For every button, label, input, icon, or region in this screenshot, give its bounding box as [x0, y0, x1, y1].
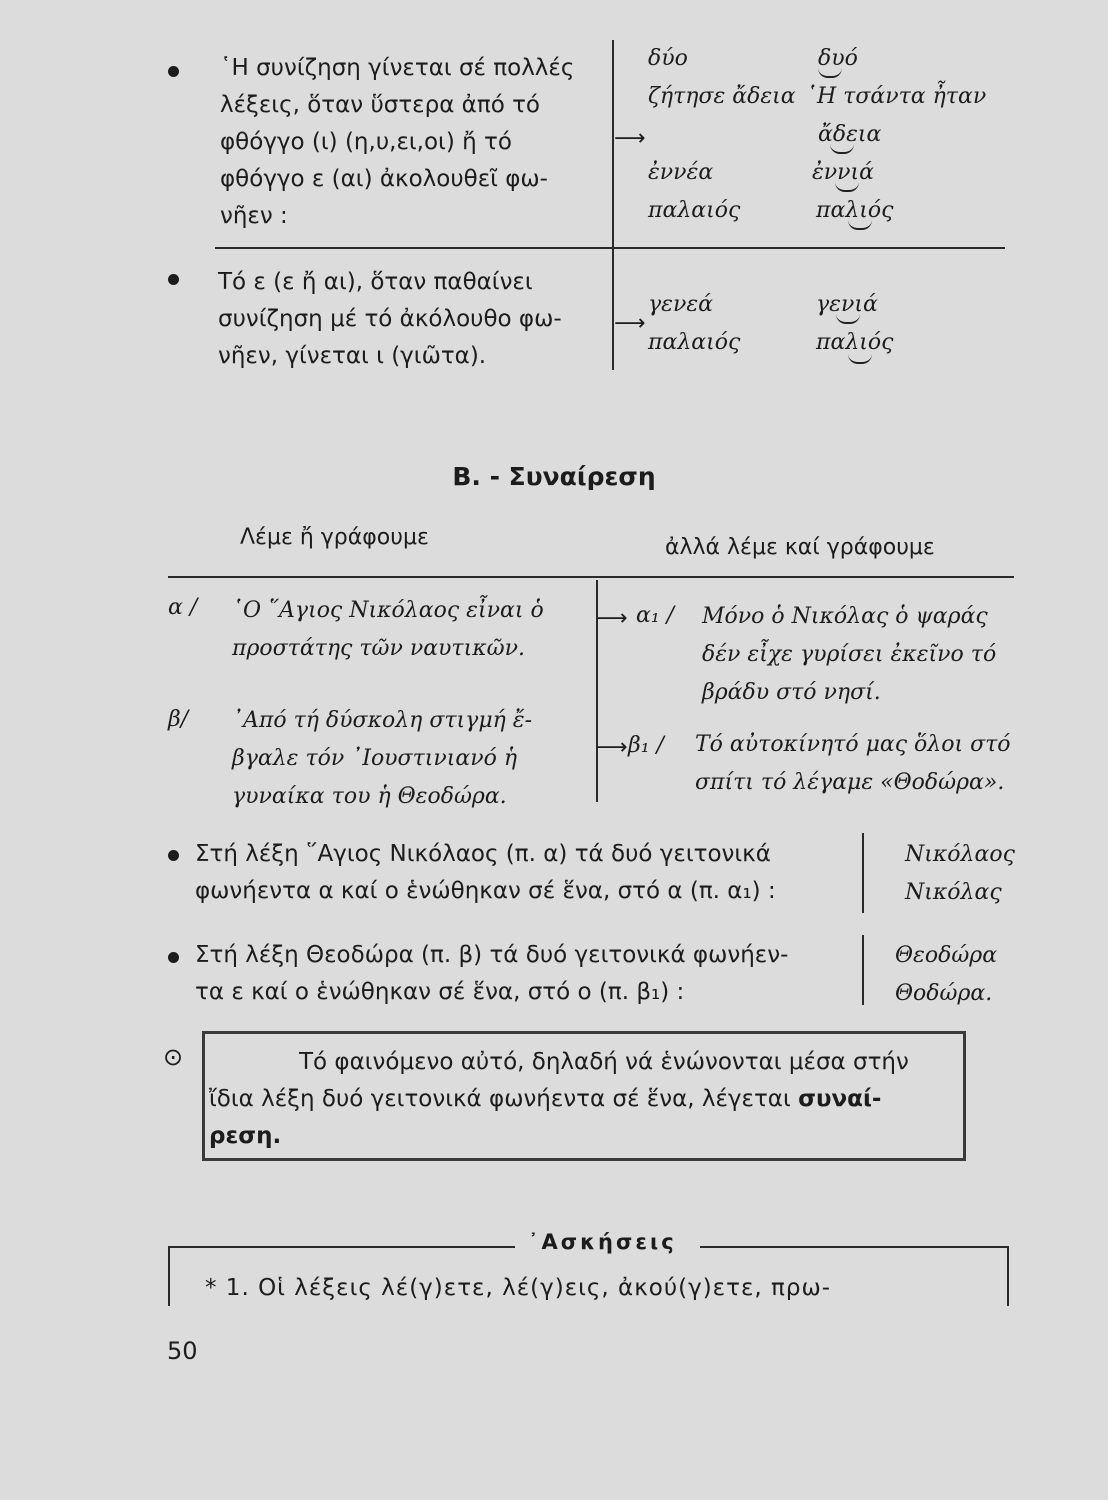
text-line: δέν εἶχε γυρίσει ἐκεῖνο τό [702, 642, 997, 667]
page-number: 50 [167, 1337, 198, 1365]
rule-box [202, 1031, 966, 1161]
section-title: Β. - Συναίρεση [452, 462, 656, 491]
example-sentence [232, 592, 544, 668]
text-line: βράδυ στό νησί. [702, 680, 881, 705]
text-line: τα ε καί ο ἑνώθηκαν σέ ἕνα, στό ο (π. β₁) : [195, 979, 685, 1005]
text-line: νῆεν : [220, 203, 288, 229]
example-word: ζήτησε ἄδεια [648, 84, 796, 109]
example-word: παλιός [816, 198, 894, 223]
text-line: Τό αὐτοκίνητό μας ὅλοι στό [695, 732, 1011, 757]
text-line: γυναίκα του ἡ Θεοδώρα. [232, 784, 507, 809]
word-pair [895, 937, 997, 1013]
divider [862, 935, 864, 1005]
example-word: δύο [648, 46, 688, 71]
text-line: ῾Η συνίζηση γίνεται σέ πολλές [220, 55, 575, 81]
rule-text: ἴδια λέξη δυό γειτονικά φωνήεντα σέ ἕνα, λέγεται [209, 1086, 791, 1112]
frame-top-left [168, 1246, 515, 1248]
rule-symbol-icon: ⊙ [163, 1043, 184, 1071]
frame-right [1007, 1246, 1009, 1306]
explanation-text [195, 937, 788, 1011]
text-line: ῾Ο ῞Αγιος Νικόλαος εἶναι ὁ [232, 598, 544, 623]
example-word: ἐννιά [812, 160, 875, 185]
text-line: ᾿Από τή δύσκολη στιγμή ἔ- [232, 708, 533, 733]
text-line: σπίτι τό λέγαμε «Θοδώρα». [695, 770, 1005, 795]
example-left-column [648, 286, 740, 362]
column-header-left: Λέμε ἤ γράφουμε [240, 525, 429, 550]
rule-term: συναί- [798, 1086, 882, 1112]
bullet-dot [168, 850, 179, 861]
frame-top-right [700, 1246, 1009, 1248]
text-line: Τό ε (ε ἤ αι), ὅταν παθαίνει [218, 269, 533, 295]
text-line: φωνήεντα α καί ο ἑνώθηκαν σέ ἕνα, στό α (π. α₁) : [195, 878, 776, 904]
rule-line-3: ρεση. [209, 1123, 282, 1149]
bullet-dot [168, 66, 179, 77]
divider [862, 833, 864, 913]
synizesis-arc-icon [848, 354, 872, 364]
arrow-right-icon: ⟶ [596, 735, 628, 760]
column-header-right: ἀλλά λέμε καί γράφουμε [665, 535, 935, 560]
text-line: βγαλε τόν ᾿Ιουστινιανό ἡ [232, 746, 518, 771]
example-word: Θοδώρα. [895, 981, 993, 1006]
example-sentence [232, 702, 532, 816]
synizesis-rule-1 [220, 50, 574, 235]
example-word: Νικόλαος [905, 842, 1015, 867]
example-word: Νικόλας [905, 880, 1002, 905]
example-label: β/ [168, 707, 189, 732]
example-sentence [695, 726, 1011, 802]
example-word: παλαιός [648, 330, 741, 355]
exercise-1: * 1. Οἱ λέξεις λέ(γ)ετε, λέ(γ)εις, ἀκού(γ)ετε, πρω- [205, 1275, 832, 1301]
text-line: Στή λέξη Θεοδώρα (π. β) τά δυό γειτονικά φωνήεν- [195, 942, 789, 968]
example-word: γενεά [648, 292, 713, 317]
example-word: παλιός [816, 330, 894, 355]
rule-line-2 [209, 1081, 881, 1118]
text-line: προστάτης τῶν ναυτικῶν. [232, 636, 525, 661]
example-label: α₁ / [636, 603, 675, 628]
arrow-right-icon: ⟶ [596, 606, 628, 631]
table-horizontal-divider [215, 247, 1005, 249]
example-right-column [816, 286, 893, 362]
example-word: ῾Η τσάντα ἦταν [806, 84, 987, 109]
example-left-column [648, 40, 796, 230]
explanation-text [195, 836, 776, 910]
text-line: φθόγγο (ι) (η,υ,ει,οι) ἤ τό [220, 129, 512, 155]
frame-left [168, 1246, 170, 1306]
example-label: α / [168, 595, 198, 620]
example-label: β₁ / [628, 733, 664, 758]
text-line: Μόνο ὁ Νικόλας ὁ ψαράς [702, 604, 988, 629]
arrow-right-icon: ⟶ [614, 126, 646, 151]
text-line: νῆεν, γίνεται ι (γιῶτα). [218, 343, 487, 369]
text-line: συνίζηση μέ τό ἀκόλουθο φω- [218, 306, 562, 332]
example-word: Θεοδώρα [895, 943, 998, 968]
example-word: γενιά [816, 292, 878, 317]
arrow-right-icon: ⟶ [614, 311, 646, 336]
table-horizontal-divider [168, 576, 1014, 578]
example-word: παλαιός [648, 198, 741, 223]
bullet-dot [168, 274, 179, 285]
example-word: ἐννέα [648, 160, 714, 185]
word-pair [905, 836, 1015, 912]
example-word: ἄδεια [818, 122, 882, 147]
text-line: φθόγγο ε (αι) ἀκολουθεῖ φω- [220, 166, 548, 192]
bullet-dot [168, 952, 179, 963]
exercises-title: ᾿Ασκήσεις [528, 1230, 677, 1254]
text-line: Στή λέξη ῞Αγιος Νικόλαος (π. α) τά δυό γειτονικά [195, 841, 771, 867]
example-sentence [702, 598, 996, 712]
synizesis-rule-2 [218, 264, 562, 375]
text-line: λέξεις, ὅταν ὕστερα ἀπό τό [220, 92, 540, 118]
rule-line-1: Τό φαινόμενο αὐτό, δηλαδή νά ἑνώνονται μέσα στήν [299, 1049, 909, 1075]
example-word: δυό [818, 46, 858, 71]
